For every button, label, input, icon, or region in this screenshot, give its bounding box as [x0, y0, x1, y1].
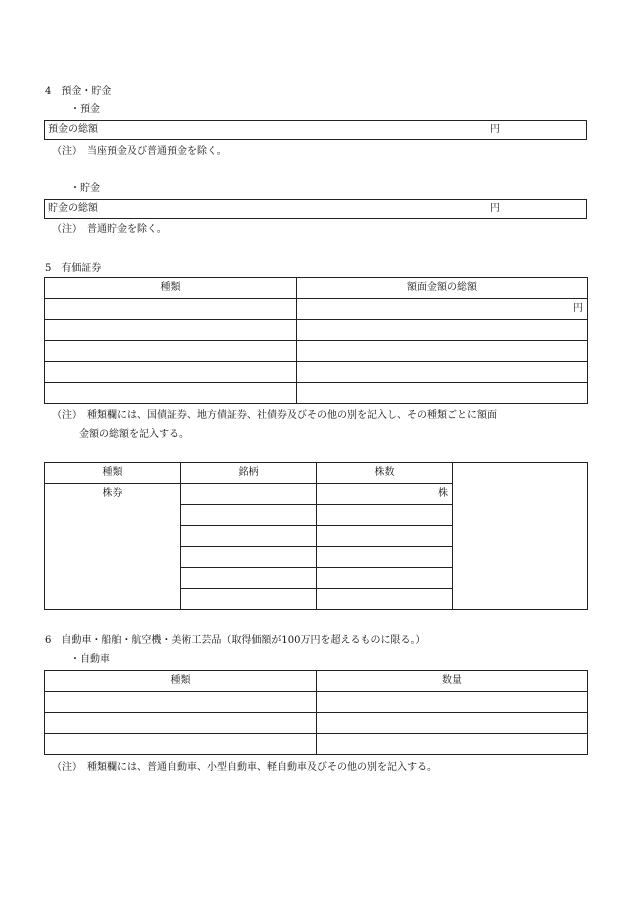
section-6-heading: 6 自動車・船舶・航空機・美術工芸品（取得価額が100万円を超えるものに限る。） — [45, 635, 426, 646]
table-header-row — [45, 278, 588, 299]
quantity-cell[interactable] — [317, 692, 588, 713]
automobile-subheading: ・自動車 — [70, 654, 110, 665]
table-header-row — [45, 463, 588, 484]
savings-total-label: 貯金の総額 — [48, 203, 98, 214]
securities-note-line2: 金額の総額を記入する。 — [79, 429, 189, 440]
table-row — [45, 299, 588, 320]
column-header-kind: 種類 — [45, 278, 297, 299]
table-row — [45, 320, 588, 341]
savings-subheading: ・貯金 — [70, 183, 100, 194]
brand-cell[interactable] — [181, 505, 317, 526]
automobile-note: （注） 種類欄には、普通自動車、小型自動車、軽自動車及びその他の別を記入する。 — [52, 762, 437, 773]
quantity-cell[interactable] — [317, 734, 588, 755]
quantity-cell[interactable] — [317, 713, 588, 734]
column-header-shares: 株数 — [317, 463, 453, 484]
brand-cell[interactable] — [181, 547, 317, 568]
shares-cell[interactable] — [317, 547, 453, 568]
face-value-cell[interactable] — [297, 383, 588, 404]
securities-table — [44, 277, 588, 404]
face-value-cell[interactable] — [297, 341, 588, 362]
shares-cell[interactable] — [317, 526, 453, 547]
brand-cell[interactable] — [181, 568, 317, 589]
shares-cell[interactable] — [317, 484, 453, 505]
shares-cell[interactable] — [317, 589, 453, 610]
kind-cell[interactable] — [45, 713, 317, 734]
table-row — [45, 341, 588, 362]
deposit-unit: 円 — [490, 124, 500, 135]
table-row — [45, 692, 588, 713]
deposit-note: （注） 当座預金及び普通預金を除く。 — [52, 146, 227, 157]
stocks-table — [44, 462, 588, 610]
kind-cell[interactable] — [45, 692, 317, 713]
brand-cell[interactable] — [181, 484, 317, 505]
kind-cell[interactable] — [45, 299, 297, 320]
table-row — [45, 362, 588, 383]
table-header-row — [45, 671, 588, 692]
section-5-heading: 5 有価証券 — [45, 263, 102, 274]
stock-kind-cell: 株券 — [45, 484, 181, 610]
face-value-cell[interactable] — [297, 299, 588, 320]
table-row — [45, 383, 588, 404]
kind-cell[interactable] — [45, 734, 317, 755]
deposit-total-field[interactable] — [44, 120, 587, 140]
column-header-face-value-total: 額面金額の総額 — [297, 278, 588, 299]
savings-unit: 円 — [490, 203, 500, 214]
column-header-quantity: 数量 — [317, 671, 588, 692]
face-value-cell[interactable] — [297, 362, 588, 383]
deposit-subheading: ・預金 — [70, 104, 100, 115]
kind-cell[interactable] — [45, 341, 297, 362]
face-value-cell[interactable] — [297, 320, 588, 341]
shares-cell[interactable] — [317, 568, 453, 589]
kind-cell[interactable] — [45, 362, 297, 383]
brand-cell[interactable] — [181, 526, 317, 547]
automobile-table — [44, 670, 588, 755]
column-header-kind: 種類 — [45, 671, 317, 692]
brand-cell[interactable] — [181, 589, 317, 610]
savings-total-field[interactable] — [44, 199, 587, 219]
savings-note: （注） 普通貯金を除く。 — [52, 224, 167, 235]
column-header-kind: 種類 — [45, 463, 181, 484]
shares-cell[interactable] — [317, 505, 453, 526]
kind-cell[interactable] — [45, 320, 297, 341]
securities-note-line1: （注） 種類欄には、国債証券、地方債証券、社債券及びその他の別を記入し、その種類ごとに額面 — [52, 410, 497, 421]
yen-unit: 円 — [573, 303, 583, 314]
deposit-total-label: 預金の総額 — [48, 124, 98, 135]
blank-column-cell — [453, 463, 588, 610]
kind-cell[interactable] — [45, 383, 297, 404]
table-row — [45, 713, 588, 734]
section-4-heading: 4 預金・貯金 — [45, 86, 112, 97]
column-header-brand: 銘柄 — [181, 463, 317, 484]
shares-unit: 株 — [438, 488, 448, 499]
table-row — [45, 734, 588, 755]
